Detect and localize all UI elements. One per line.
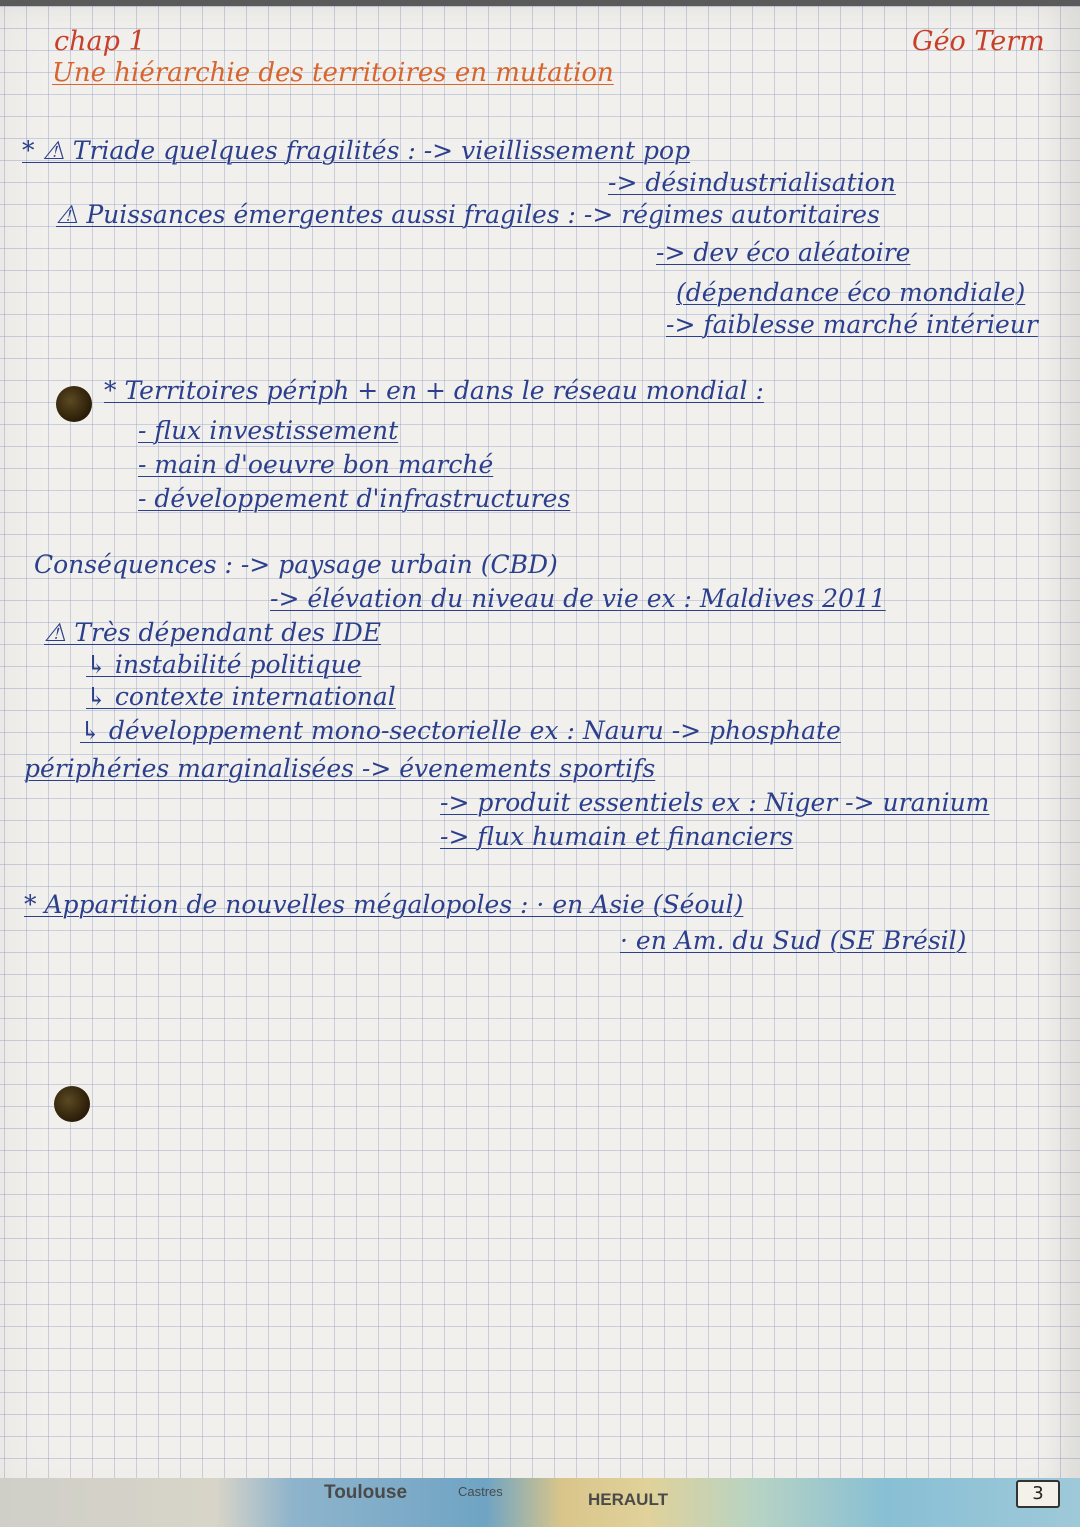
note-line: (dépendance éco mondiale)	[676, 278, 1026, 307]
chapter-title: Une hiérarchie des territoires en mutation	[52, 58, 614, 88]
map-label-toulouse: Toulouse	[324, 1482, 408, 1503]
note-line: ⚠ Puissances émergentes aussi fragiles : -> régimes autoritaires	[56, 200, 880, 229]
note-line: - flux investissement	[138, 416, 399, 445]
note-line: -> produit essentiels ex : Niger -> uranium	[440, 788, 990, 817]
note-line: ↳ développement mono-sectorielle ex : Nauru -> phosphate	[80, 716, 841, 745]
note-line: ⚠ Très dépendant des IDE	[44, 618, 381, 647]
page-number: 3	[1016, 1480, 1060, 1508]
note-line: * ⚠ Triade quelques fragilités : -> vieillissement pop	[22, 136, 691, 165]
note-line: ↳ instabilité politique	[86, 650, 362, 679]
note-line: · en Am. du Sud (SE Brésil)	[620, 926, 967, 955]
note-line: * Territoires périph + en + dans le réseau mondial :	[104, 376, 764, 405]
note-line: ↳ contexte international	[86, 682, 396, 711]
page-top-edge	[0, 0, 1080, 6]
map-fragment-footer	[0, 1478, 1080, 1527]
note-line: -> faiblesse marché intérieur	[666, 310, 1038, 339]
note-line: -> dev éco aléatoire	[656, 238, 911, 267]
map-label-castres: Castres	[458, 1484, 503, 1499]
note-line: -> désindustrialisation	[608, 168, 896, 197]
note-line: -> élévation du niveau de vie ex : Maldives 2011	[270, 584, 886, 613]
map-label-herault: HERAULT	[588, 1490, 668, 1509]
note-line: périphéries marginalisées -> évenements sportifs	[24, 754, 656, 783]
note-line: * Apparition de nouvelles mégalopoles : · en Asie (Séoul)	[24, 890, 744, 919]
note-line: - développement d'infrastructures	[138, 484, 571, 513]
note-line: - main d'oeuvre bon marché	[138, 450, 494, 479]
note-line: Conséquences : -> paysage urbain (CBD)	[34, 550, 558, 579]
note-line: -> flux humain et financiers	[440, 822, 794, 851]
binder-hole-bottom	[54, 1086, 90, 1122]
subject-label: Géo Term	[912, 26, 1045, 57]
chapter-label: chap 1	[54, 26, 146, 57]
binder-hole-top	[56, 386, 92, 422]
